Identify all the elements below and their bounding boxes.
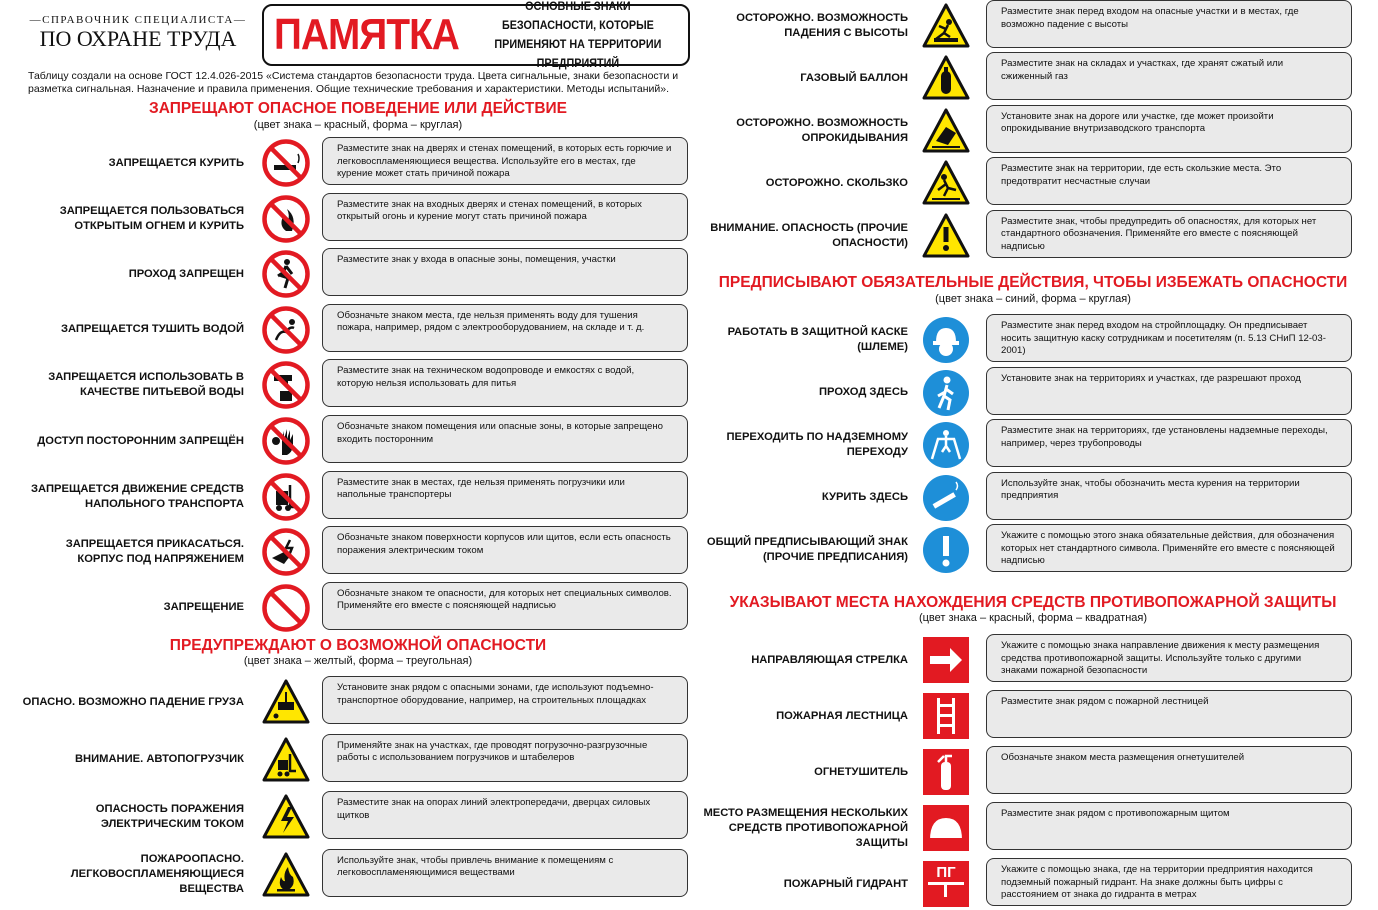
sign-label: ЗАПРЕЩАЕТСЯ КУРИТЬ	[108, 156, 244, 169]
sign-description: Используйте знак, чтобы обозначить места курения на территории предприятия	[986, 472, 1352, 520]
section-mandatory-subtitle: (цвет знака – синий, форма – круглая)	[935, 293, 1131, 305]
walk-here-icon	[922, 369, 970, 417]
section-prohibit-subtitle: (цвет знака – красный, форма – круглая)	[253, 119, 463, 131]
sign-label: ЗАПРЕЩАЕТСЯ ТУШИТЬ ВОДОЙ	[60, 323, 244, 336]
sign-description: Обозначьте знаком те опасности, для которых нет специальных символов. Применяйте его вместе с поясняющей надписью	[322, 582, 688, 630]
sign-description: Разместите знак рядом с противопожарным щитом	[986, 802, 1352, 850]
fall-from-height-icon	[922, 2, 970, 50]
sign-text: ПГ	[936, 864, 956, 881]
sign-description: Разместите знак на территориях, где установлены надземные переходы, например, через трубопроводы	[986, 419, 1352, 467]
section-warning-title: ПРЕДУПРЕЖДАЮТ О ВОЗМОЖНОЙ ОПАСНОСТИ	[169, 637, 547, 654]
subtitle-line-2: ПРИМЕНЯЮТ НА ТЕРРИТОРИИ ПРЕДПРИЯТИЙ	[494, 37, 662, 70]
sign-label: ПОЖАРООПАСНО. ЛЕГКОВОСПЛАМЕНЯЮЩИЕСЯ ВЕЩЕСТВА	[70, 853, 244, 895]
subtitle-line-1: ОСНОВНЫЕ ЗНАКИ БЕЗОПАСНОСТИ, КОТОРЫЕ	[502, 0, 655, 32]
sign-label: ПОЖАРНЫЙ ГИДРАНТ	[783, 877, 908, 890]
no-smoking-icon	[262, 139, 310, 187]
sign-description: Используйте знак, чтобы привлечь внимание к помещениям с легковоспламеняющимися веществами	[322, 849, 688, 897]
masthead-small: —СПРАВОЧНИК СПЕЦИАЛИСТА—	[29, 14, 247, 26]
fire-hydrant-icon	[922, 860, 970, 908]
tipping-vehicle-icon	[922, 107, 970, 155]
sign-description: Разместите знак на техническом водопроводе и емкостях с водой, которую нельзя использовать для питья	[322, 359, 688, 407]
no-entry-icon	[262, 250, 310, 298]
sign-label: ОБЩИЙ ПРЕДПИСЫВАЮЩИЙ ЗНАК (ПРОЧИЕ ПРЕДПИСАНИЯ)	[706, 536, 908, 563]
sign-label: НАПРАВЛЯЮЩАЯ СТРЕЛКА	[751, 653, 908, 666]
no-unauthorized-icon	[262, 417, 310, 465]
sign-description: Укажите с помощью этого знака обязательные действия, для обозначения которых нет стандартного символа. Применяйте его вместе с поясняющей надписью	[986, 524, 1352, 572]
section-warning-subtitle: (цвет знака – желтый, форма – треугольная)	[243, 655, 473, 667]
no-touch-voltage-icon	[262, 528, 310, 576]
section-fire-subtitle: (цвет знака – красный, форма – квадратная)	[918, 612, 1148, 624]
sign-label: ОСТОРОЖНО. ВОЗМОЖНОСТЬ ОПРОКИДЫВАНИЯ	[736, 116, 908, 144]
page-title: ПАМЯТКА	[274, 10, 459, 59]
flammable-icon	[262, 851, 310, 899]
sign-description: Обозначьте знаком места размещения огнетушителей	[986, 746, 1352, 794]
sign-description: Установите знак на дороге или участке, где может произойти опрокидывание внутризаводского транспорта	[986, 105, 1352, 153]
sign-label: КУРИТЬ ЗДЕСЬ	[821, 491, 908, 503]
sign-description: Разместите знак на территории, где есть скользкие места. Это предотвратит несчастные случаи	[986, 157, 1352, 205]
sign-description: Обозначьте знаком места, где нельзя применять воду для тушения пожара, например, рядом с электрооборудованием, на складе и т. д.	[322, 304, 688, 352]
sign-label: ЗАПРЕЩАЕТСЯ ДВИЖЕНИЕ СРЕДСТВ НАПОЛЬНОГО ТРАНСПОРТА	[31, 482, 244, 510]
sign-description: Установите знак на территориях и участках, где разрешают проход	[986, 367, 1352, 415]
sign-label: ОПАСНО. ВОЗМОЖНО ПАДЕНИЕ ГРУЗА	[22, 695, 244, 708]
section-fire-title: УКАЗЫВАЮТ МЕСТА НАХОЖДЕНИЯ СРЕДСТВ ПРОТИВОПОЖАРНОЙ ЗАЩИТЫ	[729, 594, 1337, 611]
page-subtitle	[479, 0, 677, 73]
section-mandatory-title: ПРЕДПИСЫВАЮТ ОБЯЗАТЕЛЬНЫЕ ДЕЙСТВИЯ, ЧТОБЫ ИЗБЕЖАТЬ ОПАСНОСТИ	[718, 274, 1348, 291]
sign-description: Разместите знак перед входом на стройплощадку. Он предписывает носить защитную каску сотрудникам и посетителям (п. 5.13 СНиП 12-03-2001)	[986, 314, 1352, 362]
sign-label: ЗАПРЕЩАЕТСЯ ПРИКАСАТЬСЯ. КОРПУС ПОД НАПРЯЖЕНИЕМ	[65, 538, 244, 566]
masthead-title: ПО ОХРАНЕ ТРУДА	[39, 26, 237, 51]
sign-label: ПЕРЕХОДИТЬ ПО НАДЗЕМНОМУ ПЕРЕХОДУ	[726, 431, 908, 458]
sign-description: Разместите знак в местах, где нельзя применять погрузчики или напольные транспортеры	[322, 471, 688, 519]
sign-description: Разместите знак на входных дверях и стенах помещений, в которых открытый огонь и курение могут стать причиной пожара	[322, 193, 688, 241]
sign-description: Установите знак рядом с опасными зонами, где используют подъемно-транспортное оборудование, например, на строительных площадках	[322, 676, 688, 724]
electric-hazard-icon	[262, 793, 310, 841]
sign-label: ОСТОРОЖНО. СКОЛЬЗКО	[765, 176, 908, 189]
sign-label: ПРОХОД ЗАПРЕЩЕН	[128, 267, 244, 280]
sign-description: Разместите знак на складах и участках, где хранят сжатый или сжиженный газ	[986, 52, 1352, 100]
general-prohibition-icon	[262, 584, 310, 632]
title-box	[262, 0, 690, 70]
sign-label: РАБОТАТЬ В ЗАЩИТНОЙ КАСКЕ (ШЛЕМЕ)	[727, 326, 908, 353]
sign-label: ЗАПРЕЩАЕТСЯ ПОЛЬЗОВАТЬСЯ ОТКРЫТЫМ ОГНЕМ И КУРИТЬ	[59, 204, 244, 232]
sign-label: ПОЖАРНАЯ ЛЕСТНИЦА	[776, 709, 908, 722]
no-drinking-water-icon	[262, 361, 310, 409]
falling-load-icon	[262, 678, 310, 726]
sign-description: Разместите знак у входа в опасные зоны, помещения, участки	[322, 248, 688, 296]
no-open-flame-icon	[262, 195, 310, 243]
sign-label: ГАЗОВЫЙ БАЛЛОН	[800, 71, 908, 84]
no-forklift-icon	[262, 473, 310, 521]
sign-description: Обозначьте знаком помещения или опасные зоны, в которые запрещено входить посторонним	[322, 415, 688, 463]
sign-label: ЗАПРЕЩАЕТСЯ ИСПОЛЬЗОВАТЬ В КАЧЕСТВЕ ПИТЬЕВОЙ ВОДЫ	[48, 371, 244, 399]
sign-label: ЗАПРЕЩЕНИЕ	[163, 601, 244, 614]
sign-description: Разместите знак на дверях и стенах помещений, в которых есть горючие и легковоспламеняющиеся вещества. Используйте его в местах, где курение может стать причиной пожара	[322, 137, 688, 185]
sign-description: Разместите знак перед входом на опасные участки и в местах, где возможно падение с высоты	[986, 0, 1352, 48]
sign-label: ОГНЕТУШИТЕЛЬ	[814, 765, 908, 778]
slippery-icon	[922, 159, 970, 207]
hard-hat-icon	[922, 316, 970, 364]
masthead	[28, 14, 248, 52]
sign-label: ВНИМАНИЕ. ОПАСНОСТЬ (ПРОЧИЕ ОПАСНОСТИ)	[710, 221, 908, 249]
forklift-warning-icon	[262, 736, 310, 784]
sign-description: Разместите знак, чтобы предупредить об опасностях, для которых нет стандартного обозначения. Применяйте его вместе с поясняющей надписью	[986, 210, 1352, 258]
sign-description: Разместите знак рядом с пожарной лестницей	[986, 690, 1352, 738]
fire-ladder-icon	[922, 692, 970, 740]
sign-label: ПРОХОД ЗДЕСЬ	[819, 386, 908, 398]
sign-description: Разместите знак на опорах линий электропередачи, дверцах силовых щитков	[322, 791, 688, 839]
sign-label: МЕСТО РАЗМЕЩЕНИЯ НЕСКОЛЬКИХ СРЕДСТВ ПРОТИВОПОЖАРНОЙ ЗАЩИТЫ	[703, 806, 908, 849]
sign-description: Обозначьте знаком поверхности корпусов или щитов, если есть опасность поражения электрическим током	[322, 526, 688, 574]
sign-label: ДОСТУП ПОСТОРОННИМ ЗАПРЕЩЁН	[37, 434, 244, 447]
section-prohibit-title: ЗАПРЕЩАЮТ ОПАСНОЕ ПОВЕДЕНИЕ ИЛИ ДЕЙСТВИЕ	[149, 100, 567, 117]
intro-text: Таблицу создали на основе ГОСТ 12.4.026-2015 «Система стандартов безопасности труда. Цвета сигнальные, знаки безопасности и разметка сигнальная. Назначение и правила применения. Общие технические требования и характеристики. Методы испытаний».	[28, 70, 679, 95]
sign-description: Укажите с помощью знака, где на территории предприятия находится подземный пожарный гидрант. На знаке должны быть цифры с расстоянием от знака до гидранта в метрах	[986, 858, 1352, 906]
no-water-extinguish-icon	[262, 306, 310, 354]
smoking-area-icon	[922, 474, 970, 522]
extinguisher-icon	[922, 748, 970, 796]
arrow-right-icon	[922, 636, 970, 684]
fire-equipment-icon	[922, 804, 970, 852]
sign-label: ОПАСНОСТЬ ПОРАЖЕНИЯ ЭЛЕКТРИЧЕСКИМ ТОКОМ	[95, 803, 244, 830]
sign-description: Применяйте знак на участках, где проводят погрузочно-разгрузочные работы с использованием погрузчиков и штабелеров	[322, 734, 688, 782]
gas-cylinder-icon	[922, 54, 970, 102]
overpass-icon	[922, 421, 970, 469]
general-warning-icon	[922, 212, 970, 260]
general-mandatory-icon	[922, 526, 970, 574]
sign-label: ВНИМАНИЕ. АВТОПОГРУЗЧИК	[74, 753, 244, 765]
sign-label: ОСТОРОЖНО. ВОЗМОЖНОСТЬ ПАДЕНИЯ С ВЫСОТЫ	[736, 12, 908, 39]
sign-description: Укажите с помощью знака направление движения к месту размещения средства противопожарной защиты. Используйте только с другими знаками пожарной безопасности	[986, 634, 1352, 682]
